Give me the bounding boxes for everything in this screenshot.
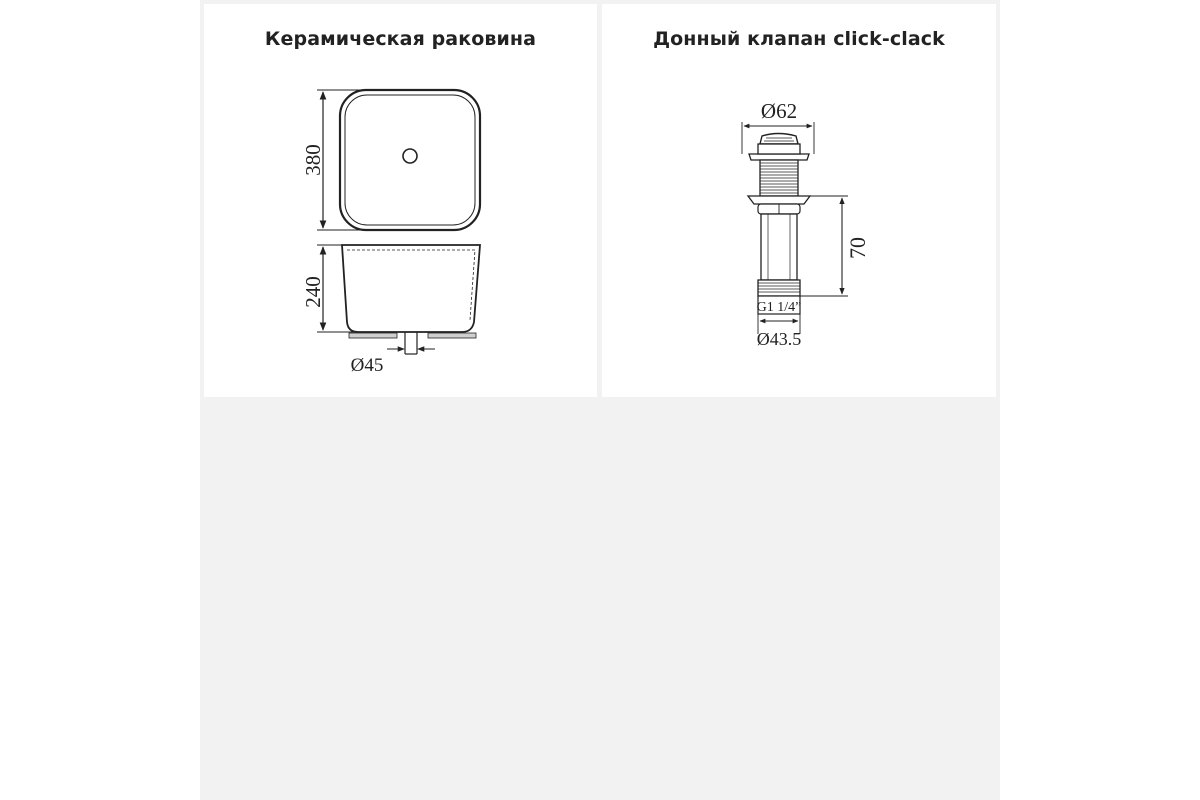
valve-height-dim	[800, 196, 870, 296]
dim-drain-diameter-label: Ø45	[350, 355, 384, 376]
dim-top-diameter-label: Ø62	[760, 99, 798, 123]
dim-length-label: 380	[301, 144, 325, 176]
drawing-canvas	[200, 0, 1000, 800]
sink-panel	[204, 4, 597, 397]
dim-valve-height-label: 70	[845, 237, 870, 259]
valve-panel	[602, 4, 996, 397]
valve-drawing	[602, 4, 996, 397]
sink-top-view	[301, 90, 480, 230]
base-strip-right	[428, 333, 476, 338]
base-strip-left	[349, 333, 397, 338]
thread-size-label: G1 1/4”	[756, 300, 802, 315]
sink-drawing	[204, 4, 597, 397]
valve-panel-title: Донный клапан click-clack	[653, 28, 945, 50]
sink-side-view	[301, 245, 480, 376]
sink-panel-title: Керамическая раковина	[264, 28, 537, 50]
drain-pipe	[761, 214, 797, 280]
valve-bottom-dim	[757, 321, 802, 349]
lock-nut	[748, 196, 810, 204]
lower-thread	[758, 280, 800, 296]
dim-height-label: 240	[301, 276, 325, 308]
drain-hole	[403, 149, 417, 163]
dim-bottom-diameter-label: Ø43.5	[756, 329, 802, 349]
